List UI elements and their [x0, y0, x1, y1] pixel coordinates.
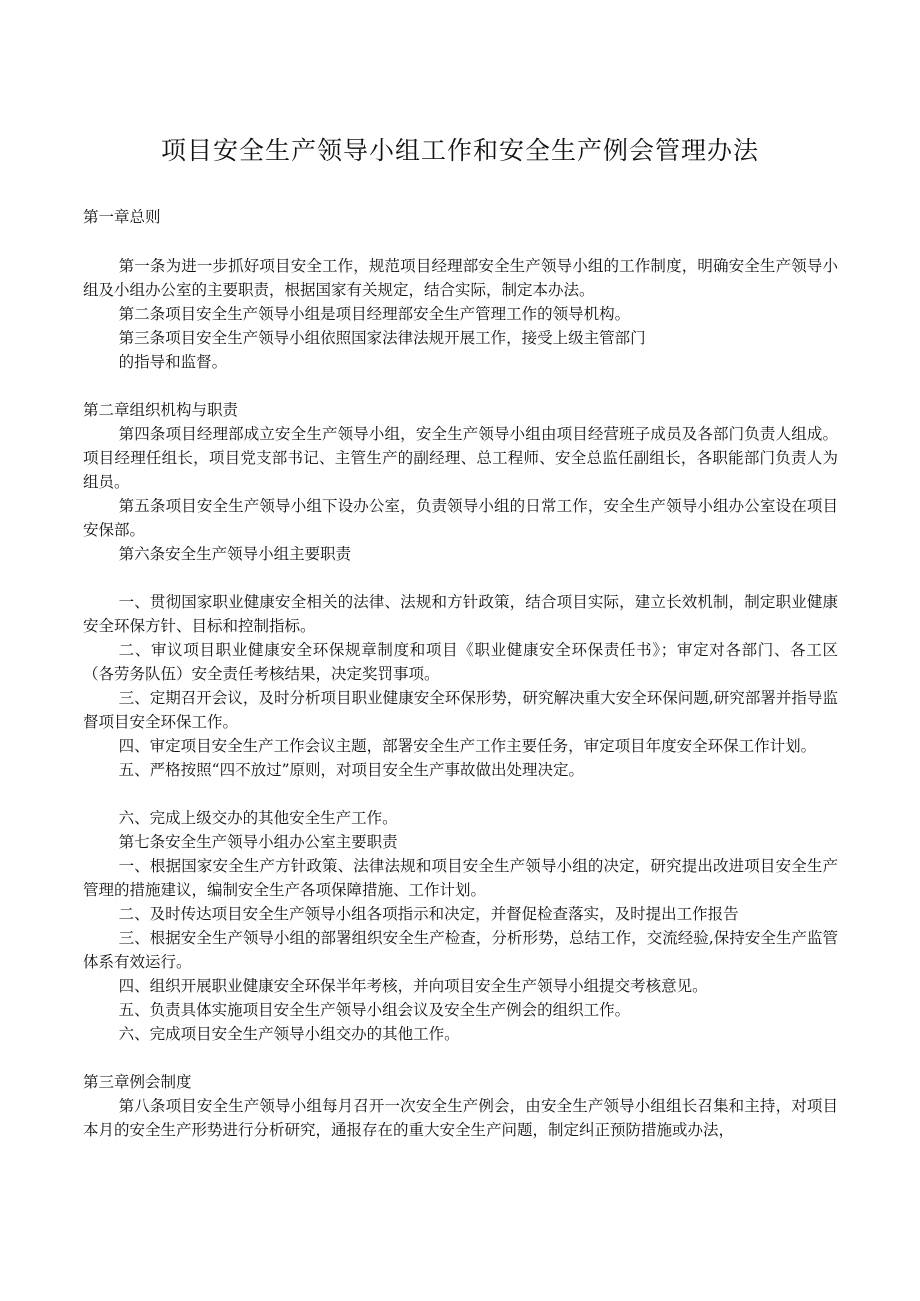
office-duty-item: 一、根据国家安全生产方针政策、法律法规和项目安全生产领导小组的决定，研究提出改进项目安全生产管理的措施建议，编制安全生产各项保障措施、工作计划。 — [83, 857, 838, 899]
office-duty-item: 二、及时传达项目安全生产领导小组各项指示和决定，并督促检查落实，及时提出工作报告 — [118, 905, 739, 923]
document-title: 项目安全生产领导小组工作和安全生产例会管理办法 — [160, 136, 759, 165]
chapter-heading: 第一章总则 — [83, 208, 161, 226]
office-duty-item: 三、根据安全生产领导小组的部署组织安全生产检查，分析形势，总结工作，交流经验,保持安全生产监管体系有效运行。 — [83, 929, 838, 971]
duty-item: 五、严格按照“四不放过”原则，对项目安全生产事故做出处理决定。 — [118, 761, 584, 779]
duty-item: 一、贯彻国家职业健康安全相关的法律、法规和方针政策，结合项目实际，建立长效机制，制定职业健康安全环保方针、目标和控制指标。 — [83, 593, 838, 635]
article-paragraph: 第八条项目安全生产领导小组每月召开一次安全生产例会，由安全生产领导小组组长召集和主持，对项目本月的安全生产形势进行分析研究，通报存在的重大安全生产问题，制定纠正预防措施或办法， — [83, 1097, 838, 1139]
article-paragraph: 第五条项目安全生产领导小组下设办公室，负责领导小组的日常工作，安全生产领导小组办公室设在项目安保部。 — [83, 497, 838, 539]
office-duty-item: 六、完成项目安全生产领导小组交办的其他工作。 — [118, 1025, 460, 1043]
duty-item: 六、完成上级交办的其他安全生产工作。 — [118, 809, 398, 827]
article-paragraph: 第四条项目经理部成立安全生产领导小组，安全生产领导小组由项目经营班子成员及各部门负责人组成。项目经理任组长，项目党支部书记、主管生产的副经理、总工程师、安全总监任副组长，各职能部门负责人为组员。 — [83, 425, 838, 491]
article-paragraph: 第一条为进一步抓好项目安全工作，规范项目经理部安全生产领导小组的工作制度，明确安全生产领导小组及小组办公室的主要职责，根据国家有关规定，结合实际，制定本办法。 — [83, 257, 838, 299]
office-duty-item: 五、负责具体实施项目安全生产领导小组会议及安全生产例会的组织工作。 — [118, 1001, 631, 1019]
duty-item: 二、审议项目职业健康安全环保规章制度和项目《职业健康安全环保责任书》；审定对各部门、各工区（各劳务队伍）安全责任考核结果，决定奖罚事项。 — [83, 641, 838, 683]
duty-item: 三、定期召开会议，及时分析项目职业健康安全环保形势，研究解决重大安全环保问题,研究部署并指导监督项目安全环保工作。 — [83, 689, 838, 731]
office-duty-item: 四、组织开展职业健康安全环保半年考核，并向项目安全生产领导小组提交考核意见。 — [118, 977, 708, 995]
chapter-heading: 第二章组织机构与职责 — [83, 401, 239, 419]
document-body — [83, 205, 838, 1142]
chapter-heading: 第三章例会制度 — [83, 1073, 192, 1091]
duty-item: 四、审定项目安全生产工作会议主题，部署安全生产工作主要任务，审定项目年度安全环保工作计划。 — [118, 737, 817, 755]
article-paragraph: 第二条项目安全生产领导小组是项目经理部安全生产管理工作的领导机构。 — [118, 305, 631, 323]
article-paragraph: 第三条项目安全生产领导小组依照国家法律法规开展工作，接受上级主管部门 — [118, 329, 646, 347]
article-paragraph: 第七条安全生产领导小组办公室主要职责 — [118, 833, 398, 851]
article-paragraph: 第六条安全生产领导小组主要职责 — [118, 545, 352, 563]
article-paragraph: 的指导和监督。 — [118, 353, 228, 371]
